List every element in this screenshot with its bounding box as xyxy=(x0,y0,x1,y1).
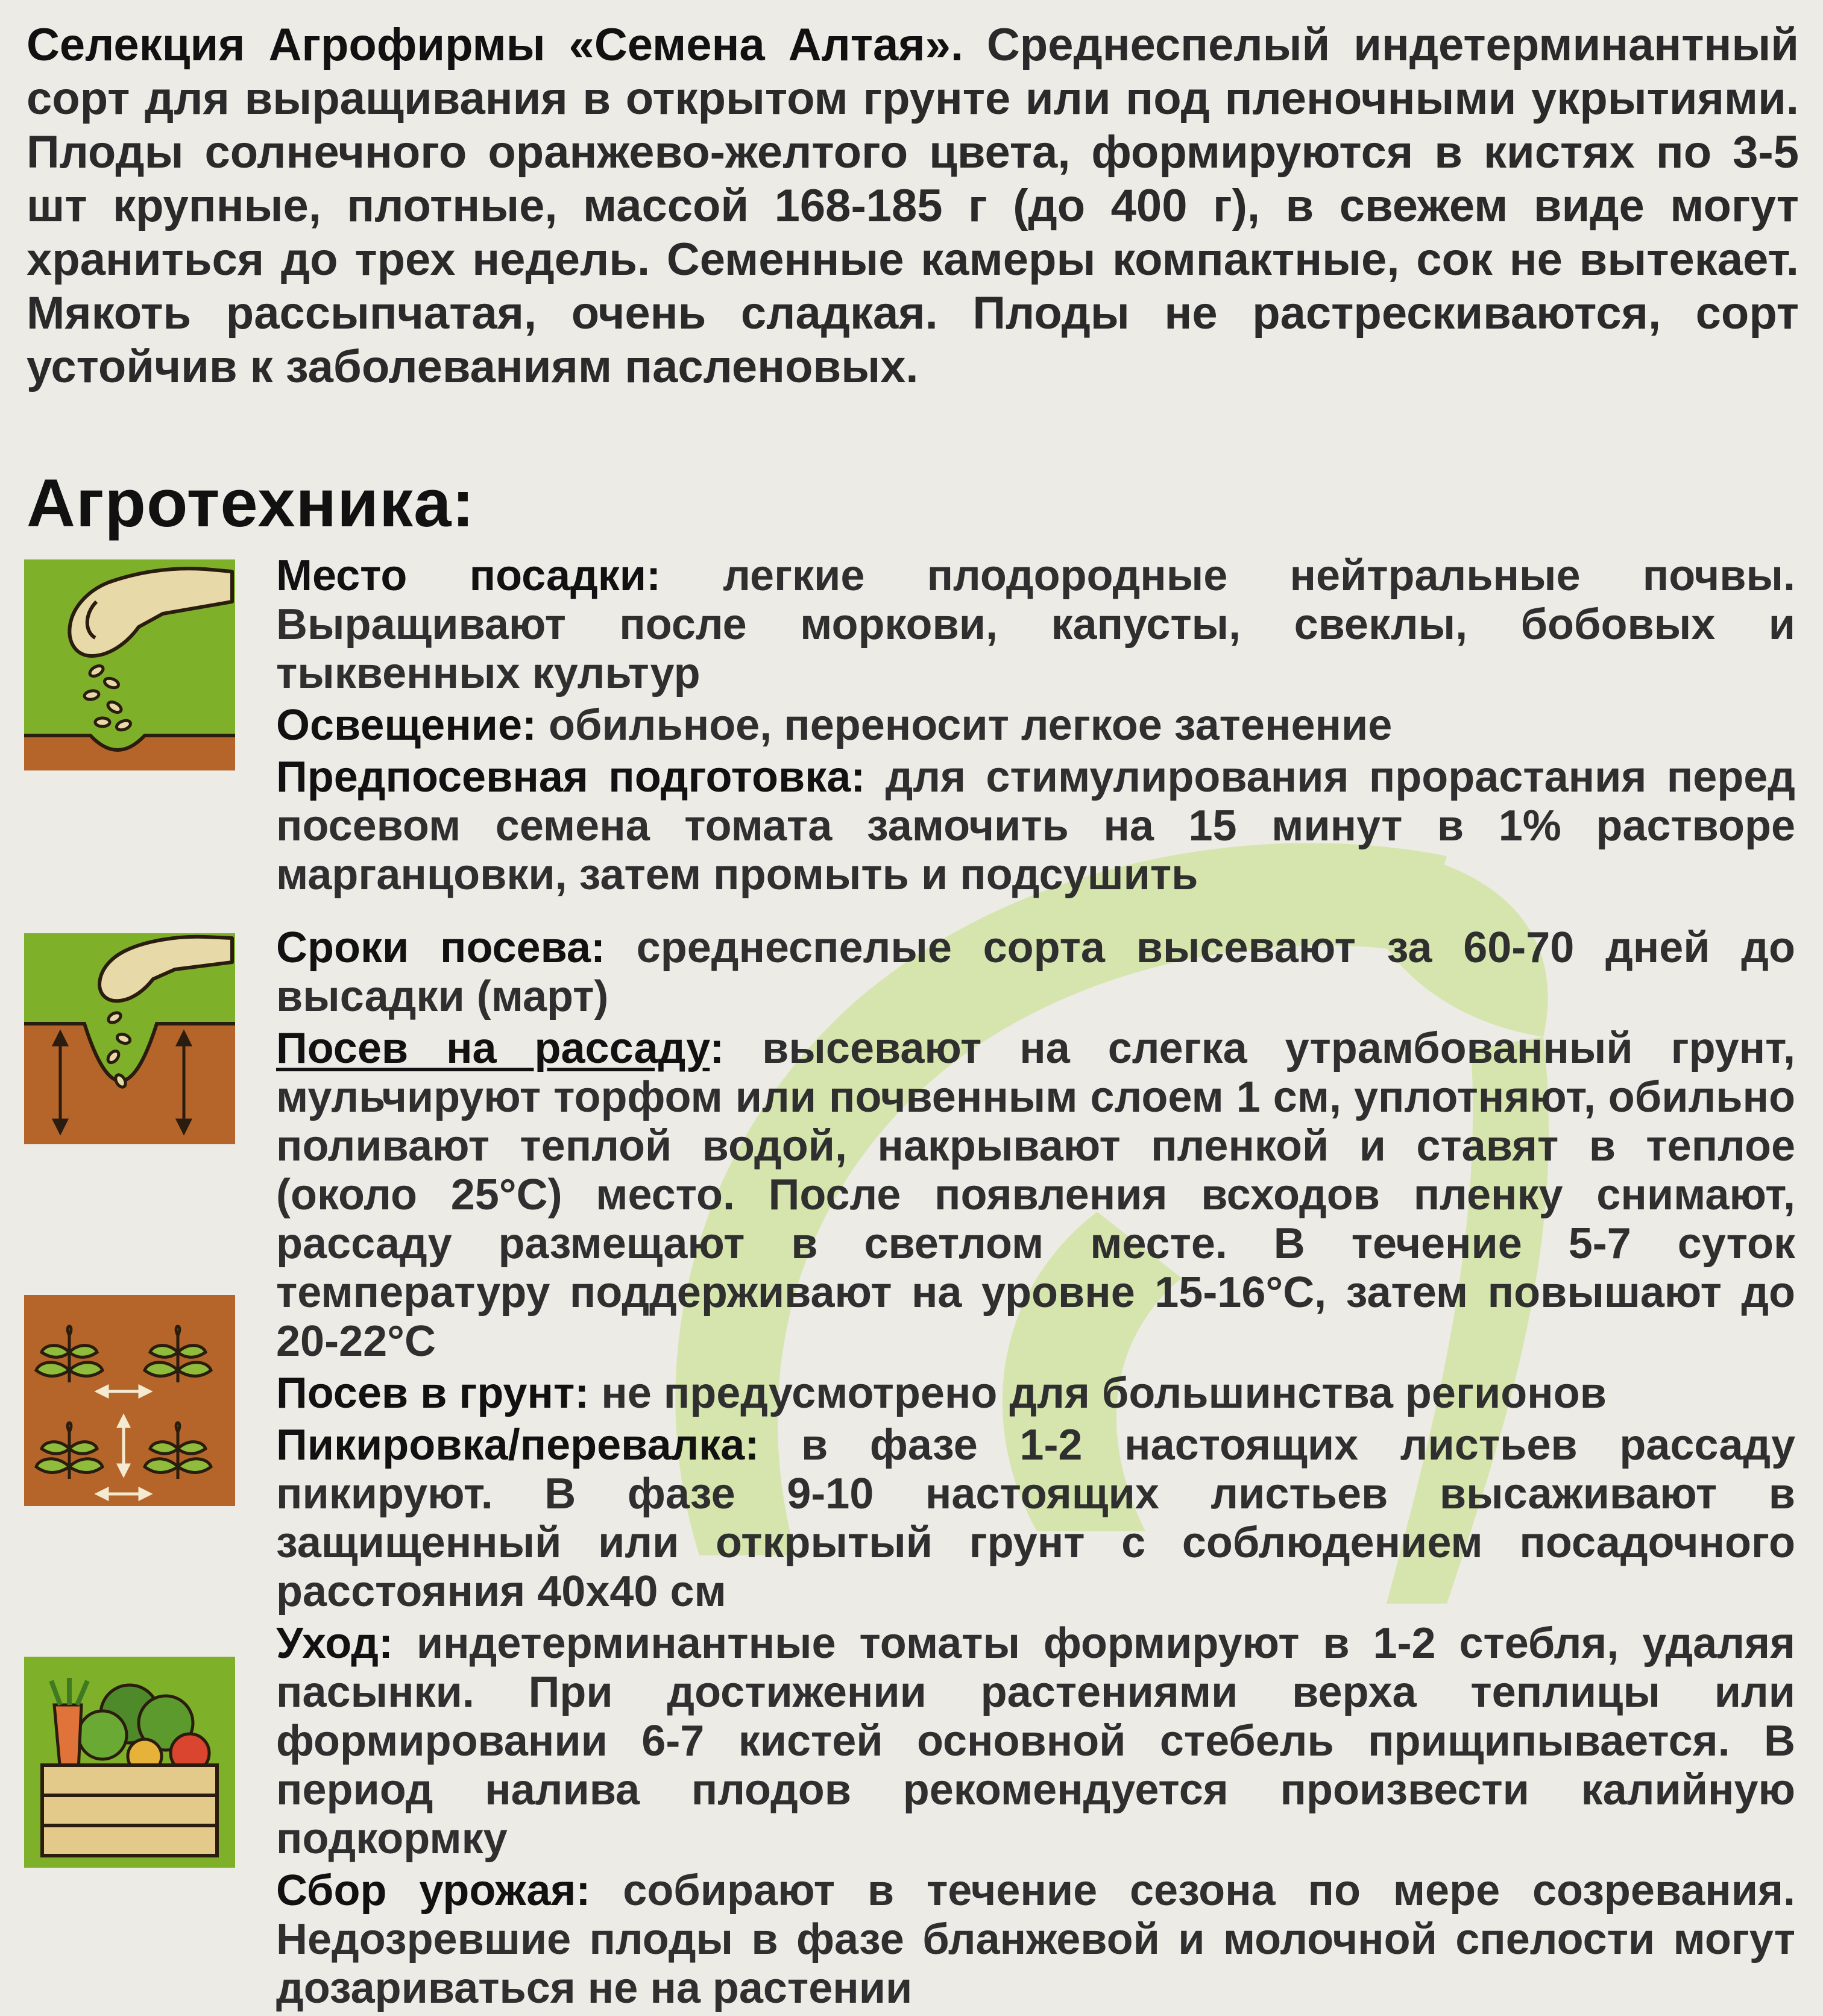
section-lighting xyxy=(276,701,1795,750)
section-pre-sowing-preparation xyxy=(276,753,1795,899)
section-label: Посев в грунт: xyxy=(276,1369,590,1417)
hand-sowing-into-furrow-icon xyxy=(24,933,235,1144)
variety-description xyxy=(27,18,1799,394)
section-label: Посев на рассаду xyxy=(276,1024,710,1073)
section-sowing-seedlings xyxy=(276,1024,1795,1366)
section-text: для стимулирования прорастания перед посевом семена томата замочить на 15 минут в 1% растворе марганцовки, затем промыть и подсушить xyxy=(276,753,1795,899)
section-label: Освещение: xyxy=(276,701,537,749)
breeder-lead: Селекция Агрофирмы «Семена Алтая». xyxy=(27,19,963,71)
section-text: обильное, переносит легкое затенение xyxy=(548,701,1393,749)
section-sowing-in-ground xyxy=(276,1369,1795,1418)
section-text: высевают на слегка утрамбованный грунт, мульчируют торфом или почвенным слоем 1 см, уплотняют, обильно поливают теплой водой, накрывают пленкой и ставят в теплое (около 25°С) место. После появления всходов пленку снимают, рассаду размещают в светлом месте. В течение 5-7 суток температуру поддерживают на уровне 15-16°С, затем повышают до 20-22°С xyxy=(276,1024,1795,1366)
section-text: не предусмотрено для большинства регионов xyxy=(601,1369,1607,1417)
hand-sowing-seeds-icon xyxy=(24,559,235,770)
section-text: среднеспелые сорта высевают за 60-70 дней до высадки (март) xyxy=(276,924,1795,1021)
agrotechnics-heading: Агротехника: xyxy=(27,465,475,541)
section-text: легкие плодородные нейтральные почвы. Выращивают после моркови, капусты, свеклы, бобовых и тыквенных культур xyxy=(276,552,1795,698)
section-text: собирают в течение сезона по мере созревания. Недозревшие плоды в фазе бланжевой и молочной спелости могут дозариваться не на растении xyxy=(276,1866,1795,2012)
section-label: Сбор урожая: xyxy=(276,1866,591,1915)
section-text: индетерминантные томаты формируют в 1-2 стебля, удаляя пасынки. При достижении растениями верха теплицы или формировании 6-7 кистей основной стебель прищипывается. В период налива плодов рекомендуется произвести калийную подкормку xyxy=(276,1619,1795,1863)
seedling-spacing-icon xyxy=(24,1295,235,1506)
section-label: Пикировка/перевалка: xyxy=(276,1421,760,1469)
section-planting-site xyxy=(276,552,1795,698)
section-care xyxy=(276,1619,1795,1863)
section-label: Предпосевная подготовка: xyxy=(276,753,866,801)
section-harvest xyxy=(276,1866,1795,2013)
vegetable-harvest-crate-icon xyxy=(24,1657,235,1868)
section-pricking-out xyxy=(276,1421,1795,1616)
section-label: Место посадки: xyxy=(276,552,661,600)
section-label-colon: : xyxy=(710,1024,725,1073)
section-label: Уход: xyxy=(276,1619,393,1668)
variety-description-text: Среднеспелый индетерминантный сорт для выращивания в открытом грунте или под пленочными укрытиями. Плоды солнечного оранжево-желтого цвета, формируются в кистях по 3-5 шт крупные, плотные, массой 168-185 г (до 400 г), в свежем виде могут храниться до трех недель. Семенные камеры компактные, сок не вытекает. Мякоть рассыпчатая, очень сладкая. Плоды не растрескиваются, сорт устойчив к заболеваниям пасленовых. xyxy=(27,19,1799,392)
section-label: Сроки посева: xyxy=(276,924,605,972)
section-text: в фазе 1-2 настоящих листьев рассаду пикируют. В фазе 9-10 настоящих листьев высаживают в защищенный или открытый грунт с соблюдением посадочного расстояния 40х40 см xyxy=(276,1421,1795,1616)
agrotechnics-sections xyxy=(276,552,1795,2016)
section-sowing-dates xyxy=(276,924,1795,1021)
